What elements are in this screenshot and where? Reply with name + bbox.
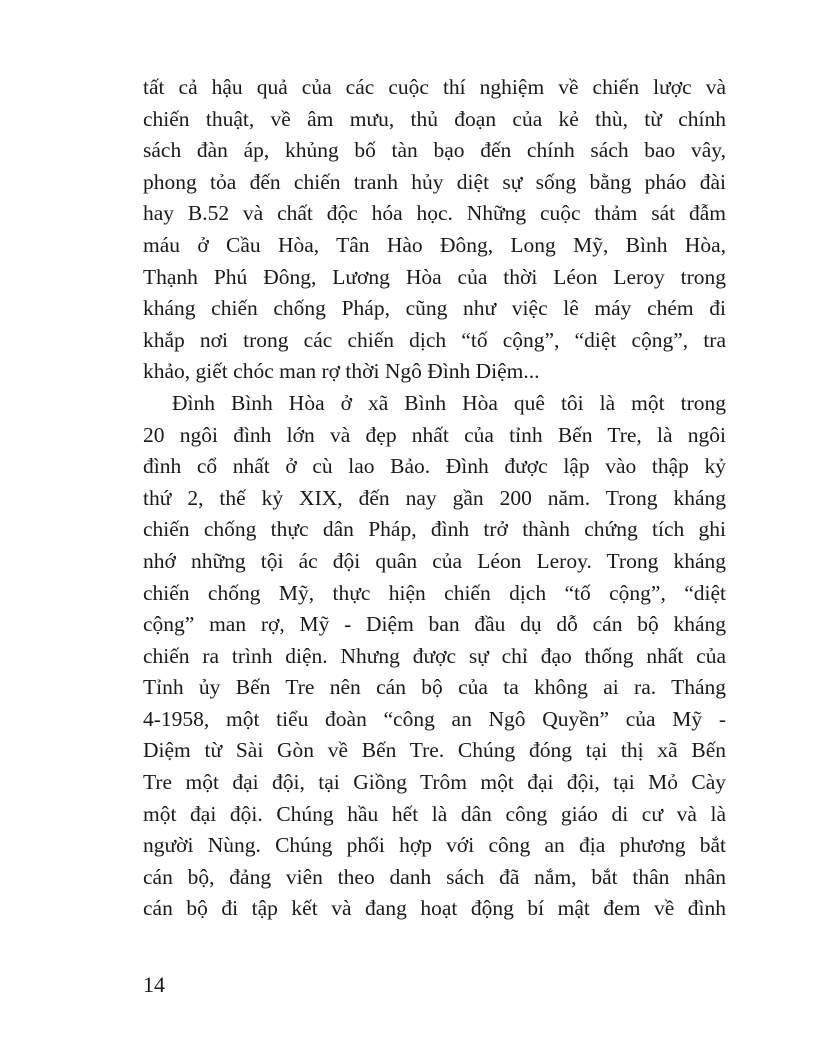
text-line: thứ 2, thế kỷ XIX, đến nay gần 200 năm. Trong kháng [143, 485, 726, 510]
text-line: chiến chống Mỹ, thực hiện chiến dịch “tố cộng”, “diệt [143, 580, 726, 605]
text-line: chiến thuật, về âm mưu, thủ đoạn của kẻ thù, từ chính [143, 106, 726, 131]
text-line: chiến chống thực dân Pháp, đình trở thành chứng tích ghi [143, 517, 726, 542]
text-line: nhớ những tội ác đội quân của Léon Leroy. Trong kháng [143, 548, 726, 573]
text-line: chiến ra trình diện. Nhưng được sự chỉ đạo thống nhất của [143, 643, 726, 668]
text-line: cán bộ, đảng viên theo danh sách đã nắm, bắt thân nhân [143, 864, 726, 889]
text-line: Diệm từ Sài Gòn về Bến Tre. Chúng đóng tại thị xã Bến [143, 738, 726, 763]
paragraph-1 [143, 72, 726, 388]
text-line: cộng” man rợ, Mỹ - Diệm ban đầu dụ dỗ cán bộ kháng [143, 612, 726, 637]
paragraph-2 [143, 388, 726, 925]
text-line: phong tỏa đến chiến tranh hủy diệt sự sống bằng pháo đài [143, 169, 726, 194]
text-line: hay B.52 và chất độc hóa học. Những cuộc thảm sát đẫm [143, 201, 726, 226]
text-line: sách đàn áp, khủng bố tàn bạo đến chính sách bao vây, [143, 138, 726, 163]
text-line: khảo, giết chóc man rợ thời Ngô Đình Diệm... [143, 359, 540, 384]
text-line: Đình Bình Hòa ở xã Bình Hòa quê tôi là một trong [172, 390, 726, 415]
text-line: 4-1958, một tiểu đoàn “công an Ngô Quyền” của Mỹ - [143, 706, 726, 731]
text-line: 20 ngôi đình lớn và đẹp nhất của tỉnh Bến Tre, là ngôi [143, 422, 726, 447]
text-line: người Nùng. Chúng phối hợp với công an địa phương bắt [143, 833, 726, 858]
text-line: Thạnh Phú Đông, Lương Hòa của thời Léon Leroy trong [143, 264, 726, 289]
text-line: tất cả hậu quả của các cuộc thí nghiệm về chiến lược và [143, 75, 726, 99]
text-line: đình cổ nhất ở cù lao Bảo. Đình được lập vào thập kỷ [143, 454, 726, 479]
page-number: 14 [143, 972, 165, 997]
text-line: kháng chiến chống Pháp, cũng như việc lê máy chém đi [143, 296, 726, 321]
text-line: Tre một đại đội, tại Giồng Trôm một đại đội, tại Mỏ Cày [143, 770, 726, 795]
text-line: máu ở Cầu Hòa, Tân Hào Đông, Long Mỹ, Bình Hòa, [143, 232, 726, 257]
text-line: một đại đội. Chúng hầu hết là dân công giáo di cư và là [143, 801, 726, 826]
text-line: Tỉnh ủy Bến Tre nên cán bộ của ta không ai ra. Tháng [143, 675, 726, 700]
text-line: khắp nơi trong các chiến dịch “tố cộng”, “diệt cộng”, tra [143, 327, 726, 352]
body-text [143, 72, 726, 925]
text-line: cán bộ đi tập kết và đang hoạt động bí mật đem về đình [143, 896, 726, 921]
